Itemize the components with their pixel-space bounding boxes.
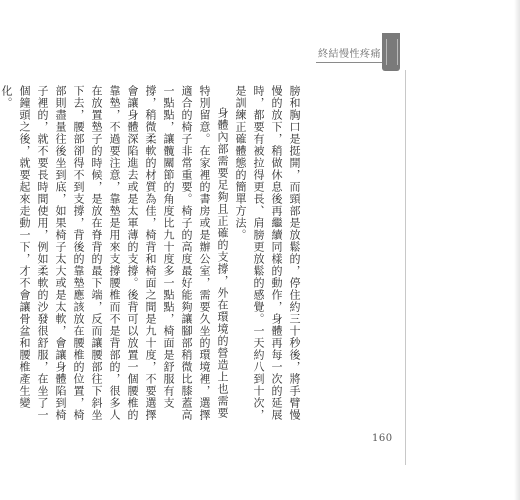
running-header-title: 終結慢性疼痛 [318, 49, 381, 60]
paragraph-2: 身體內部需要足夠且正確的支撐，外在環境的營造上也需要特別留意。在家裡的書房或是辦公室，需要久坐的環境裡，選擇適合的椅子非常重要。椅子的高度最好能夠讓腳部稍微比膝蓋高一點點，讓髖關節的角度比九十度多一點點，椅面是舒服有支撐，稍微柔軟的材質為佳，椅背和椅面之間是九十度，不要選擇會讓身體深陷進去或是太軍薄的支撐。後背可以放置一個腰椎的靠墊，不過要注意，靠墊是用來支撐腰椎而不是背部的，很多人在放置墊子的時候，是放在脊背的最下端，反而讓腰部往下斜坐下去，腰部卻得不到支撐，背後的靠墊應該放在腰椎的位置，椅部則盡量往後坐到底，如果椅子太大或是太軟，會讓身體陷到椅子裡的，就不要長時間使用，例如柔軟的沙發很舒服，在坐了一個鐘頭之後，就要起來走動一下，才不會讓骨盆和腰椎產生變化。 [0, 85, 229, 421]
page-edge-shadow [514, 0, 520, 500]
header-rule [316, 62, 382, 63]
body-text [0, 85, 303, 430]
chapter-tab [382, 33, 400, 71]
page-number: 160 [372, 433, 393, 444]
paragraph-1: 膀和胸口是挺開，而頸部是放鬆的，停住約三十秒後，將手臂慢慢的放下，稍做休息後再繼續同樣的動作，身體再每一次的延展時，都要有被拉得更長、肩膀更放鬆的感覺。一天約八到十次，是訓練正確體態的簡單方法。 [234, 85, 301, 421]
side-rule [405, 70, 406, 465]
